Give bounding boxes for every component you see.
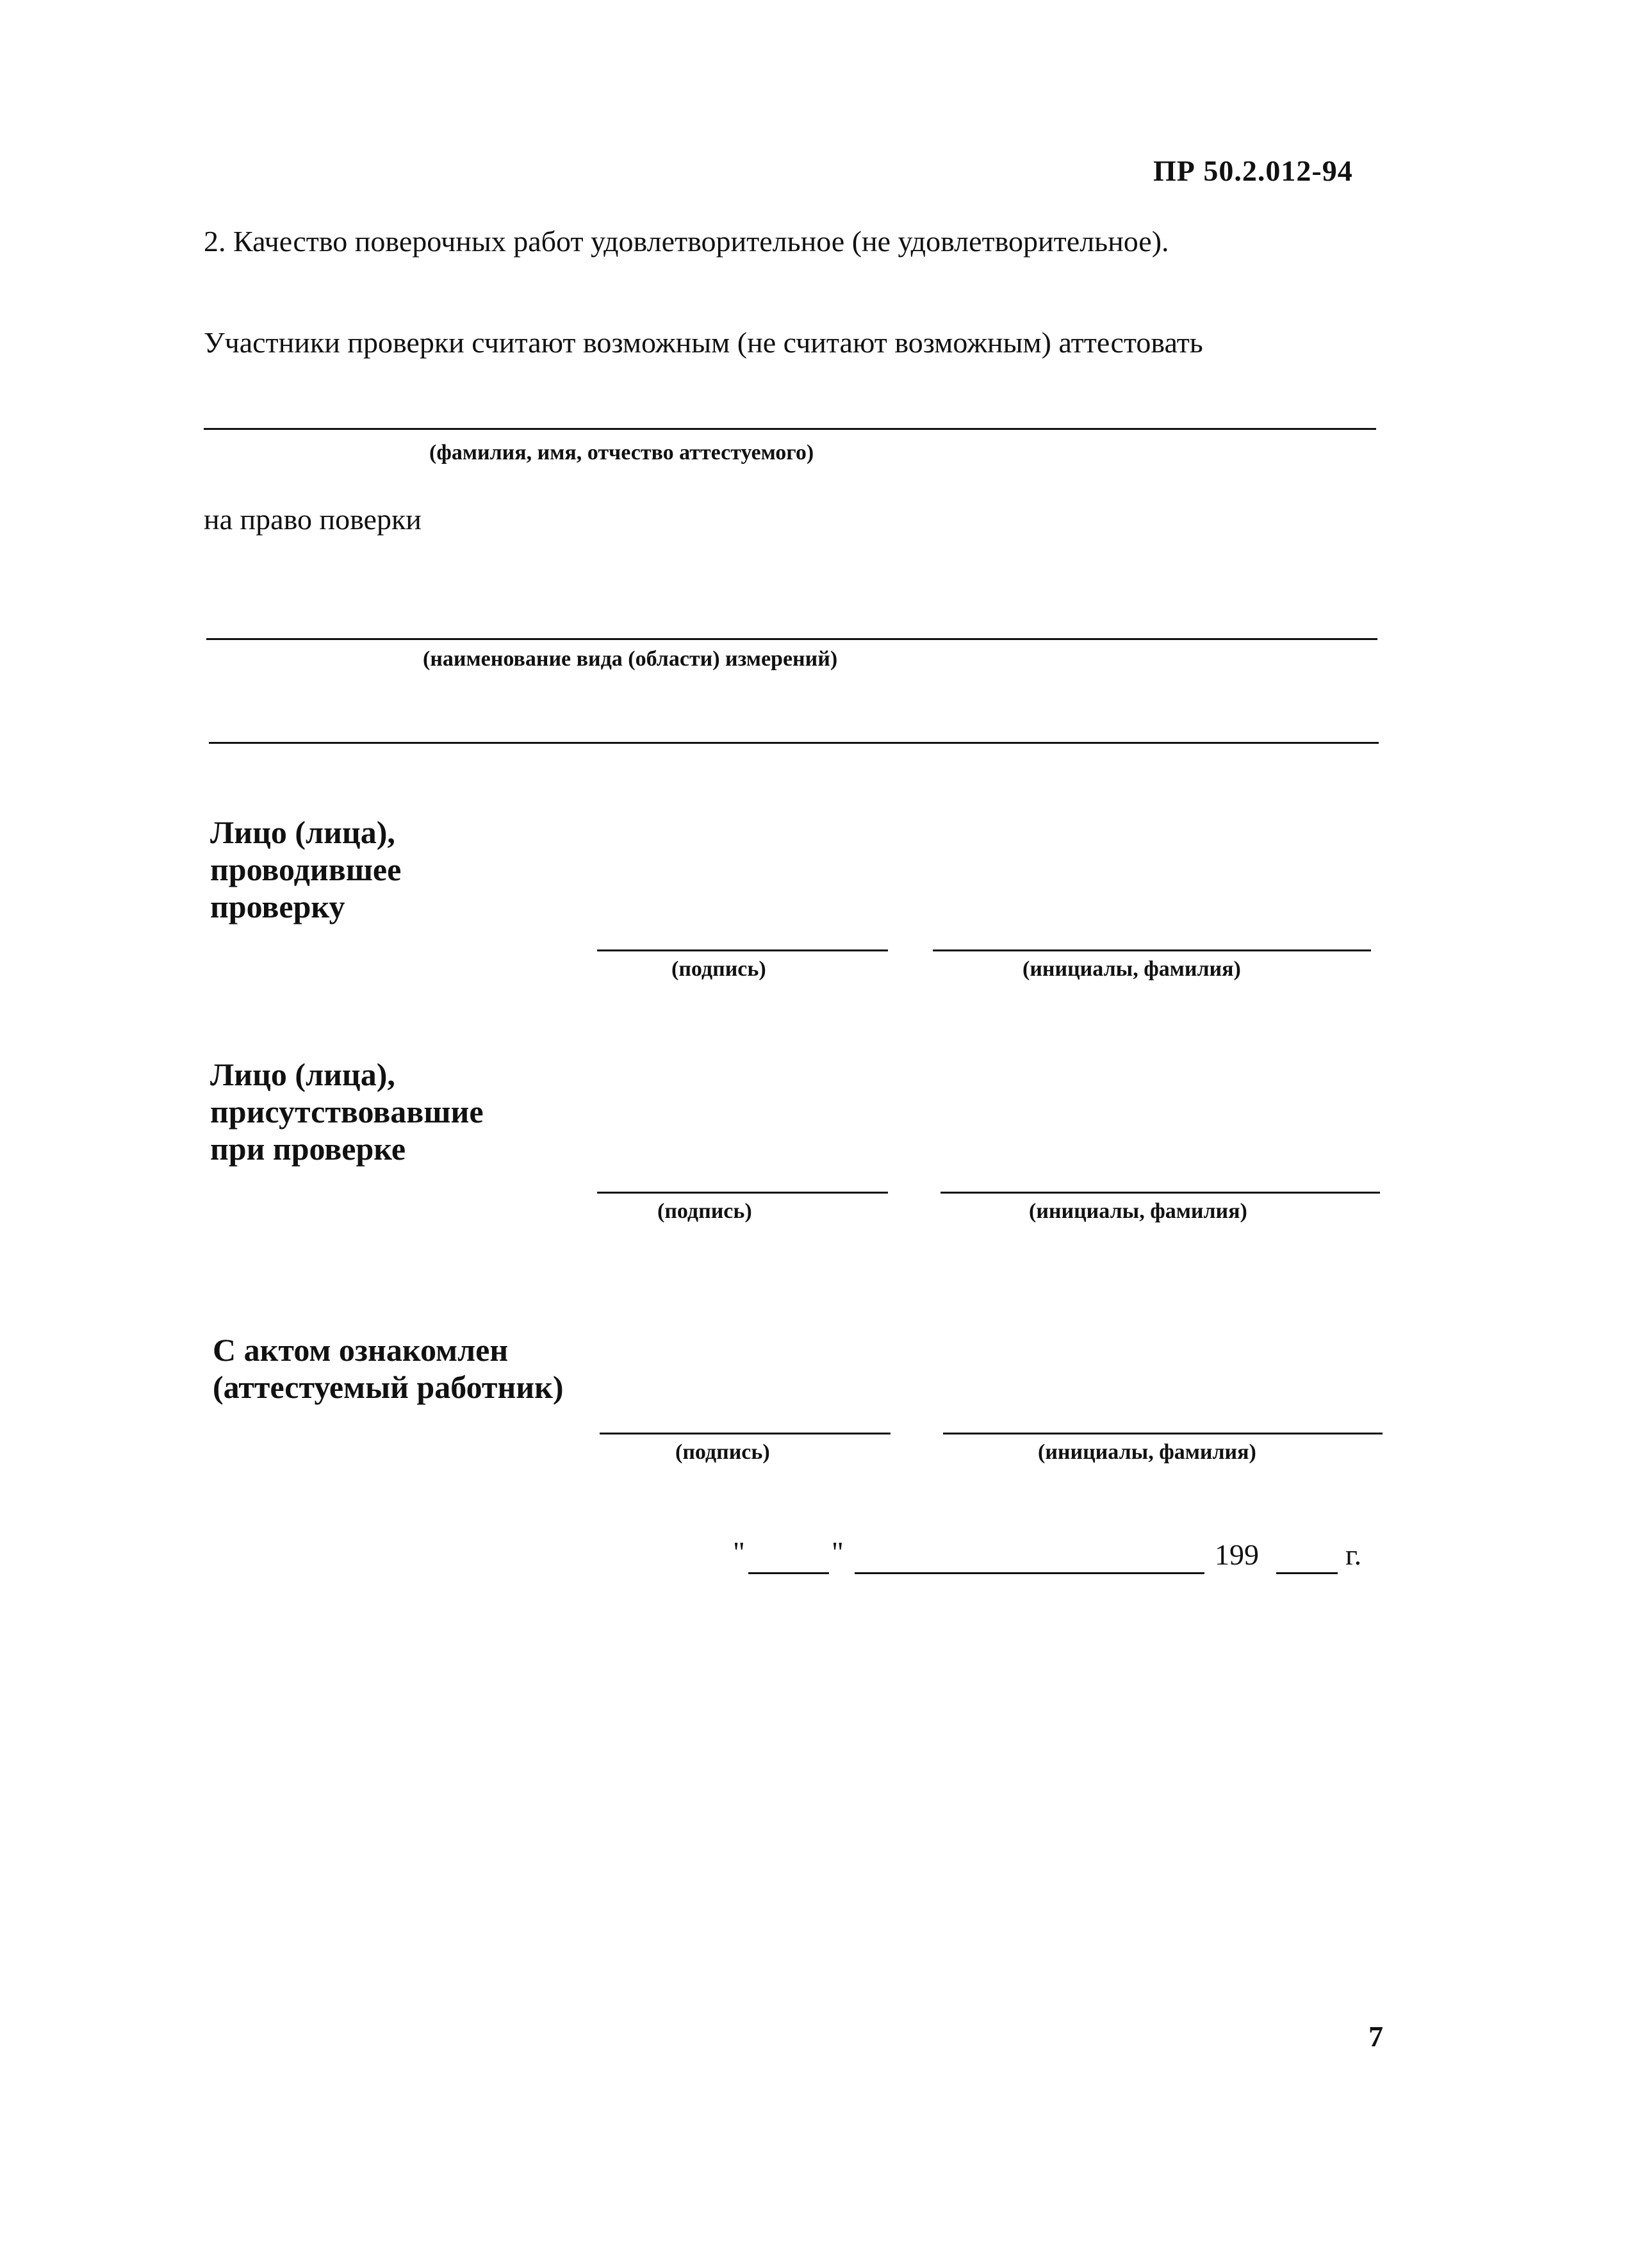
date-year-line xyxy=(1276,1572,1338,1574)
date-year-suffix: г. xyxy=(1345,1538,1362,1571)
acknowledged-name-line xyxy=(943,1433,1383,1434)
date-month-line xyxy=(855,1572,1204,1574)
quality-statement: 2. Качество поверочных работ удовлетворительное (не удовлетворительное). xyxy=(204,225,1169,258)
page-number: 7 xyxy=(1368,2020,1383,2053)
fio-caption: (фамилия, имя, отчество аттестуемого) xyxy=(429,441,814,464)
attendee-name-line xyxy=(940,1192,1380,1194)
conductor-label-line-1: Лицо (лица), xyxy=(210,814,395,850)
measurement-area-line xyxy=(206,638,1377,640)
document-code: ПР 50.2.012-94 xyxy=(1153,154,1353,187)
conductor-label-line-3: проверку xyxy=(210,889,345,924)
conductor-label xyxy=(210,814,401,925)
participants-statement: Участники проверки считают возможным (не считают возможным) аттестовать xyxy=(204,326,1203,359)
attendee-name-caption: (инициалы, фамилия) xyxy=(1029,1199,1247,1223)
acknowledged-name-caption: (инициалы, фамилия) xyxy=(1038,1440,1256,1464)
attendee-label-line-2: присутствовавшие xyxy=(210,1094,484,1130)
conductor-signature-line xyxy=(597,949,888,951)
attendee-label xyxy=(210,1056,484,1167)
date-year-prefix: 199 xyxy=(1215,1538,1259,1571)
attendee-label-line-1: Лицо (лица), xyxy=(210,1056,395,1092)
attendee-signature-line xyxy=(597,1192,888,1194)
acknowledged-label xyxy=(213,1331,564,1406)
attendee-label-line-3: при проверке xyxy=(210,1131,406,1167)
fio-line xyxy=(204,428,1376,430)
measurement-area-caption: (наименование вида (области) измерений) xyxy=(423,647,838,671)
date-open-quote: " xyxy=(733,1536,745,1568)
measurement-area-line-2 xyxy=(209,742,1379,744)
acknowledged-signature-line xyxy=(600,1433,891,1434)
acknowledged-label-line-2: (аттестуемый работник) xyxy=(213,1369,564,1405)
conductor-name-line xyxy=(933,949,1371,951)
acknowledged-signature-caption: (подпись) xyxy=(675,1440,770,1464)
conductor-label-line-2: проводившее xyxy=(210,851,402,887)
date-day-line xyxy=(748,1572,829,1574)
conductor-signature-caption: (подпись) xyxy=(671,957,766,981)
acknowledged-label-line-1: С актом ознакомлен xyxy=(213,1332,509,1368)
conductor-name-caption: (инициалы, фамилия) xyxy=(1022,957,1241,981)
attendee-signature-caption: (подпись) xyxy=(657,1199,752,1223)
right-to-verify-text: на право поверки xyxy=(204,503,422,536)
date-close-quote: " xyxy=(832,1536,844,1568)
